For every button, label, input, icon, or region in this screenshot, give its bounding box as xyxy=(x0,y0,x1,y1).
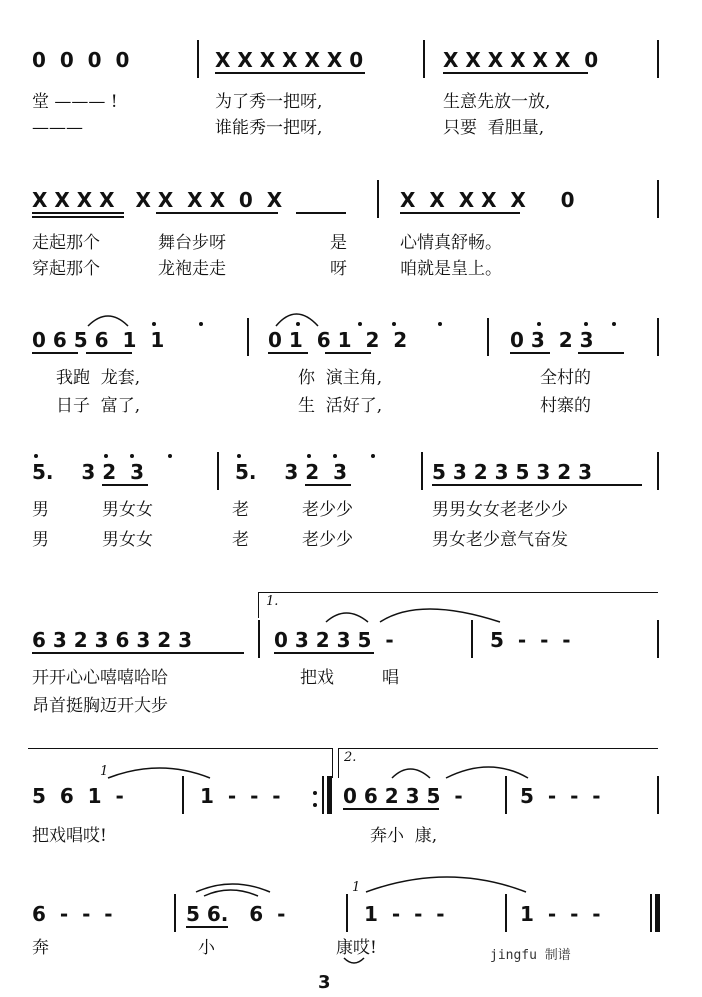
slur xyxy=(276,314,318,326)
lyric: 你 演主角, xyxy=(298,368,383,388)
lyric: 穿起那个 xyxy=(32,259,100,279)
lyric: 男 xyxy=(32,530,49,550)
lyric: 生 活好了, xyxy=(298,396,383,416)
lyric: 咱就是皇上。 xyxy=(400,259,502,279)
arranger-credit: jingfu 制谱 xyxy=(490,948,571,963)
lyric: 唱 xyxy=(382,668,399,688)
lyric: 我跑 龙套, xyxy=(56,368,141,388)
lyric: 呀 xyxy=(330,259,347,279)
lyric: ——— xyxy=(32,118,83,138)
lyric: 男男女女老老少少 xyxy=(432,500,568,520)
lyric: 昂首挺胸迈开大步 xyxy=(32,696,168,716)
row3-measure1: 0 6 5 6 1 1 xyxy=(32,328,165,352)
slur xyxy=(108,768,210,778)
page-number: 3 xyxy=(318,972,331,993)
slur xyxy=(88,316,128,326)
slur xyxy=(326,613,368,622)
slur xyxy=(204,890,258,896)
lyric: 走起那个 xyxy=(32,233,100,253)
row6-measure1: 5 6 1 - xyxy=(32,784,124,808)
lyric: 老少少 xyxy=(302,500,353,520)
lyric: 小 xyxy=(198,938,215,958)
slur xyxy=(344,958,364,963)
row6-measure3: 0 6 2 3 5 - xyxy=(343,784,463,808)
row4-measure3: 5 3 2 3 5 3 2 3 xyxy=(432,460,593,484)
slur xyxy=(366,877,526,892)
slur xyxy=(446,767,528,778)
lyric: 男 xyxy=(32,500,49,520)
lyric: 老少少 xyxy=(302,530,353,550)
row7-measure2: 5 6. 6 - xyxy=(186,902,286,926)
lyric: 把戏 xyxy=(300,668,334,688)
lyric: 堂 ——— ! xyxy=(32,92,118,112)
grace-note: 1 xyxy=(352,880,361,895)
lyric: 谁能秀一把呀, xyxy=(215,118,323,138)
slur xyxy=(380,609,500,622)
row1-measure3: X X X X X X 0 xyxy=(443,48,599,72)
lyric: 男女女 xyxy=(102,530,153,550)
row5-measure1: 6 3 2 3 6 3 2 3 xyxy=(32,628,193,652)
lyric: 是 xyxy=(330,233,347,253)
lyric: 男女老少意气奋发 xyxy=(432,530,568,550)
slur xyxy=(392,769,430,778)
lyric: 康哎! xyxy=(336,938,377,958)
lyric: 为了秀一把呀, xyxy=(215,92,323,112)
row7-measure4: 1 - - - xyxy=(520,902,601,926)
lyric: 心情真舒畅。 xyxy=(400,233,502,253)
lyric: 龙袍走走 xyxy=(158,259,226,279)
row5-measure2: 0 3 2 3 5 - xyxy=(274,628,394,652)
lyric: 老 xyxy=(232,500,249,520)
ending-1-label: 1. xyxy=(266,594,279,609)
row6-measure2: 1 - - - xyxy=(200,784,281,808)
lyric: 奔 xyxy=(32,938,49,958)
row1-measure2: X X X X X X 0 xyxy=(215,48,364,72)
lyric: 把戏唱哎! xyxy=(32,826,107,846)
grace-note: 1 xyxy=(100,764,109,779)
lyric: 村寨的 xyxy=(540,396,591,416)
row1-measure1: 0 0 0 0 xyxy=(32,48,130,72)
lyric: 舞台步呀 xyxy=(158,233,226,253)
row2-measure2: X X X X X 0 xyxy=(400,188,575,212)
lyric: 只要 看胆量, xyxy=(443,118,545,138)
row7-measure1: 6 - - - xyxy=(32,902,113,926)
row7-measure3: 1 - - - xyxy=(364,902,445,926)
lyric: 男女女 xyxy=(102,500,153,520)
lyric: 老 xyxy=(232,530,249,550)
row4-measure1: 5. 3 2 3 xyxy=(32,460,145,484)
row6-measure4: 5 - - - xyxy=(520,784,601,808)
row2-measure1: X X X X X X X X 0 X xyxy=(32,188,283,212)
row3-measure3: 0 3 2 3 xyxy=(510,328,594,352)
row4-measure2: 5. 3 2 3 xyxy=(235,460,348,484)
lyric: 奔小 康, xyxy=(370,826,438,846)
lyric: 生意先放一放, xyxy=(443,92,551,112)
lyric: 开开心心嘻嘻哈哈 xyxy=(32,668,168,688)
row3-measure2: 0 1 6 1 2 2 xyxy=(268,328,408,352)
row5-measure3: 5 - - - xyxy=(490,628,571,652)
ending-2-label: 2. xyxy=(344,750,357,765)
lyric: 日子 富了, xyxy=(56,396,141,416)
lyric: 全村的 xyxy=(540,368,591,388)
